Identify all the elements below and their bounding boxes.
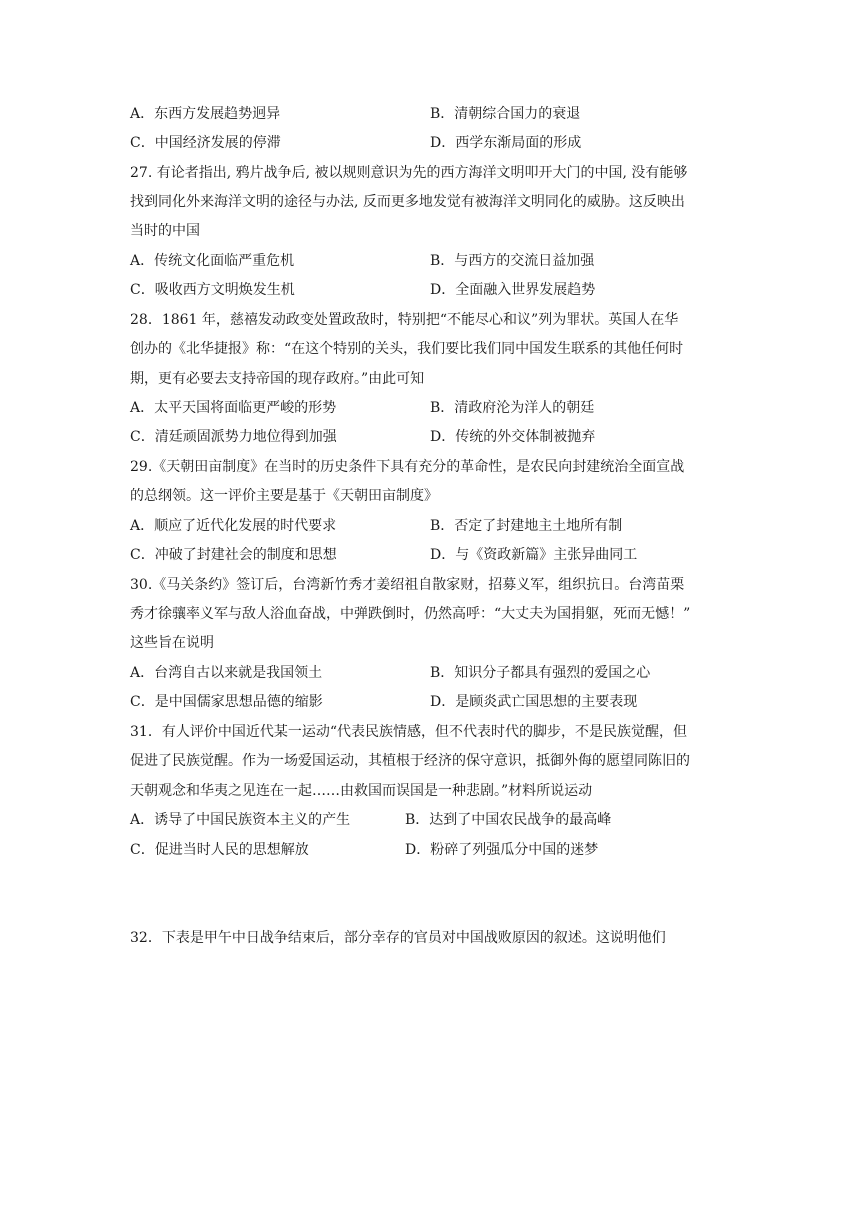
q28-option-d: D．传统的外交体制被抛弃 bbox=[430, 429, 596, 445]
q30-option-a: A．台湾自古以来就是我国领土 bbox=[130, 665, 323, 681]
q31-stem-line-2: 促进了民族觉醒。作为一场爱国运动，其植根于经济的保守意识，抵御外侮的愿望同陈旧的 bbox=[130, 753, 690, 769]
q29-stem-line-2: 的总纲领。这一评价主要是基于《天朝田亩制度》 bbox=[130, 488, 438, 504]
q27-option-d: D．全面融入世界发展趋势 bbox=[430, 282, 596, 298]
q28-option-b: B．清政府沦为洋人的朝廷 bbox=[430, 400, 595, 416]
q29-stem-line-1: 29.《天朝田亩制度》在当时的历史条件下具有充分的革命性，是农民向封建统治全面宣战 bbox=[130, 459, 685, 475]
q32-stem-line-1: 32．下表是甲午中日战争结束后，部分幸存的官员对中国战败原因的叙述。这说明他们 bbox=[130, 930, 666, 946]
q29-option-c: C．冲破了封建社会的制度和思想 bbox=[130, 547, 337, 563]
q28-stem-line-3: 期，更有必要去支持帝国的现存政府。”由此可知 bbox=[130, 371, 425, 387]
q27-stem-line-2: 找到同化外来海洋文明的途径与办法, 反而更多地发觉有被海洋文明同化的威胁。这反映出 bbox=[130, 194, 685, 210]
q28-option-a: A．太平天国将面临更严峻的形势 bbox=[130, 400, 337, 416]
q31-option-c: C．促进当时人民的思想解放 bbox=[130, 842, 309, 858]
q26-option-c: C．中国经济发展的停滞 bbox=[130, 135, 281, 151]
q26-option-a: A．东西方发展趋势迥异 bbox=[130, 106, 281, 122]
q30-option-b: B．知识分子都具有强烈的爱国之心 bbox=[430, 665, 651, 681]
q31-option-d: D．粉碎了列强瓜分中国的迷梦 bbox=[405, 842, 599, 858]
q29-option-d: D．与《资政新篇》主张异曲同工 bbox=[430, 547, 638, 563]
q26-option-d: D．西学东渐局面的形成 bbox=[430, 135, 582, 151]
q31-stem-line-1: 31．有人评价中国近代某一运动“代表民族情感，但不代表时代的脚步，不是民族觉醒，但 bbox=[130, 724, 687, 740]
q27-option-b: B．与西方的交流日益加强 bbox=[430, 253, 595, 269]
q30-stem-line-2: 秀才徐骧率义军与敌人浴血奋战，中弹跌倒时，仍然高呼：“大丈夫为国捐躯，死而无憾！” bbox=[130, 606, 691, 622]
q30-option-c: C．是中国儒家思想品德的缩影 bbox=[130, 694, 323, 710]
q31-option-b: B．达到了中国农民战争的最高峰 bbox=[405, 812, 612, 828]
q27-option-a: A．传统文化面临严重危机 bbox=[130, 253, 295, 269]
q29-option-b: B．否定了封建地主土地所有制 bbox=[430, 518, 623, 534]
q28-stem-line-1: 28．1861 年，慈禧发动政变处置政敌时，特别把“不能尽心和议”列为罪状。英国人在华 bbox=[130, 312, 679, 328]
q28-stem-line-2: 创办的《北华捷报》称：“在这个特别的关头，我们要比我们同中国发生联系的其他任何时 bbox=[130, 341, 684, 357]
q26-option-b: B．清朝综合国力的衰退 bbox=[430, 106, 581, 122]
q27-stem-line-1: 27. 有论者指出, 鸦片战争后, 被以规则意识为先的西方海洋文明叩开大门的中国, 没有能够 bbox=[130, 165, 688, 181]
q30-stem-line-3: 这些旨在说明 bbox=[130, 635, 214, 651]
q28-option-c: C．清廷顽固派势力地位得到加强 bbox=[130, 429, 337, 445]
q30-option-d: D．是顾炎武亡国思想的主要表现 bbox=[430, 694, 638, 710]
q30-stem-line-1: 30.《马关条约》签订后，台湾新竹秀才姜绍祖自散家财，招募义军，组织抗日。台湾苗栗 bbox=[130, 577, 685, 593]
q29-option-a: A．顺应了近代化发展的时代要求 bbox=[130, 518, 337, 534]
q27-option-c: C．吸收西方文明焕发生机 bbox=[130, 282, 295, 298]
q27-stem-line-3: 当时的中国 bbox=[130, 223, 200, 239]
q31-stem-line-3: 天朝观念和华夷之见连在一起……由救国而误国是一种悲剧。”材料所说运动 bbox=[130, 783, 593, 799]
q31-option-a: A．诱导了中国民族资本主义的产生 bbox=[130, 812, 351, 828]
